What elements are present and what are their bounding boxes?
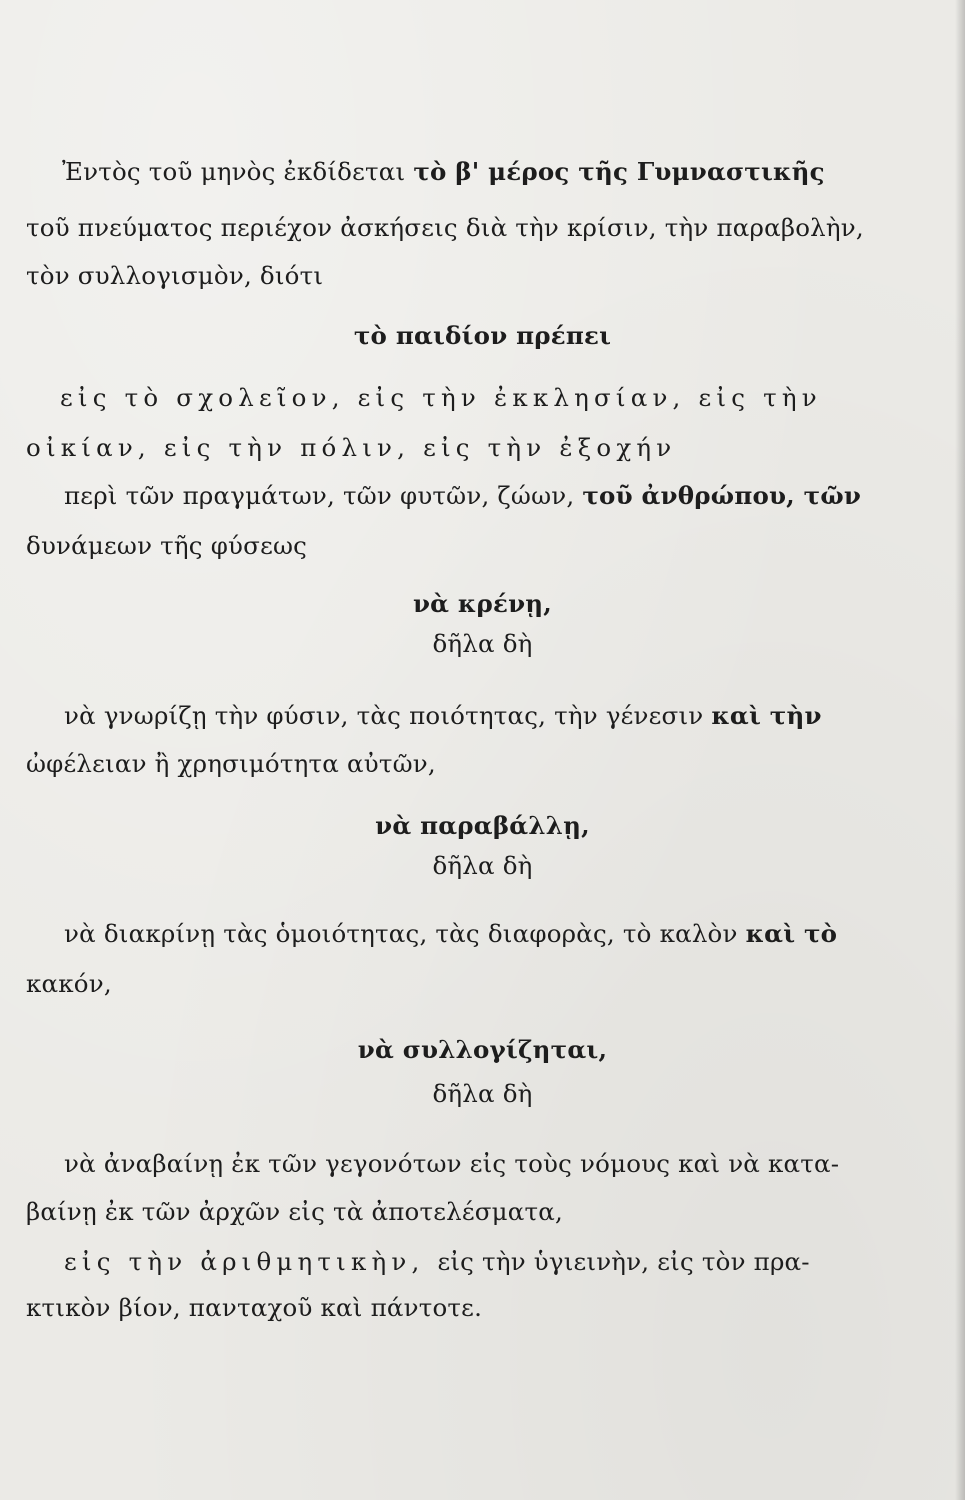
paragraph-4-line-2: κακόν, xyxy=(26,969,112,998)
bold-text-segment: τοῦ ἀνθρώπου, τῶν xyxy=(582,481,862,510)
paragraph-5-line-1: νὰ ἀναβαίνῃ ἐκ τῶν γεγονότων εἰς τοὺς νόμους καὶ νὰ κατα- xyxy=(64,1149,840,1178)
paragraph-3-line-1 xyxy=(64,700,822,732)
section-heading-2: νὰ κρένῃ, xyxy=(412,589,553,618)
section-subheading-4: δῆλα δὴ xyxy=(432,1079,533,1108)
paragraph-3-line-2: ὠφέλειαν ἢ χρησιμότητα αὐτῶν, xyxy=(26,749,436,778)
paragraph-5-line-4: κτικὸν βίον, πανταχοῦ καὶ πάντοτε. xyxy=(26,1293,483,1322)
paragraph-1-line-1 xyxy=(62,156,825,188)
spaced-text-segment: εἰς τὴν ἀριθμητικὴν, xyxy=(64,1247,438,1276)
text-segment: εἰς τὴν ὑγιεινὴν, εἰς τὸν πρα- xyxy=(437,1247,810,1276)
page-edge-shadow xyxy=(955,0,965,1500)
paragraph-5-line-2: βαίνῃ ἐκ τῶν ἀρχῶν εἰς τὰ ἀποτελέσματα, xyxy=(26,1197,564,1226)
text-segment: νὰ διακρίνῃ τὰς ὁμοιότητας, τὰς διαφορὰς, τὸ καλὸν xyxy=(64,919,746,948)
bold-text-segment: καὶ τὸ xyxy=(745,919,838,948)
section-subheading-3: δῆλα δὴ xyxy=(432,851,533,880)
paragraph-4-line-1 xyxy=(64,918,837,950)
text-segment: περὶ τῶν πραγμάτων, τῶν φυτῶν, ζώων, xyxy=(64,481,583,510)
bold-text-segment: τὸ β' μέρος τῆς Γυμναστικῆς xyxy=(413,157,825,186)
text-segment: Ἐντὸς τοῦ μηνὸς ἐκδίδεται xyxy=(62,157,414,186)
text-segment: νὰ γνωρίζῃ τὴν φύσιν, τὰς ποιότητας, τὴν γένεσιν xyxy=(64,701,712,730)
paragraph-1-line-2: τοῦ πνεύματος περιέχον ἀσκήσεις διὰ τὴν κρίσιν, τὴν παραβολὴν, xyxy=(26,213,864,242)
paragraph-2-line-1: εἰς τὸ σχολεῖον, εἰς τὴν ἐκκλησίαν, εἰς τὴν xyxy=(60,383,822,412)
section-heading-1: τὸ παιδίον πρέπει xyxy=(353,321,612,350)
paragraph-2-line-3 xyxy=(64,480,861,512)
section-subheading-2: δῆλα δὴ xyxy=(432,629,533,658)
paragraph-5-line-3 xyxy=(64,1246,810,1278)
bold-text-segment: καὶ τὴν xyxy=(711,701,822,730)
paragraph-1-line-3: τὸν συλλογισμὸν, διότι xyxy=(26,261,324,290)
paragraph-2-line-4: δυνάμεων τῆς φύσεως xyxy=(26,531,308,560)
section-heading-3: νὰ παραβάλλῃ, xyxy=(375,811,590,840)
paragraph-2-line-2: οἰκίαν, εἰς τὴν πόλιν, εἰς τὴν ἐξοχήν xyxy=(26,433,677,462)
section-heading-4: νὰ συλλογίζηται, xyxy=(357,1035,608,1064)
